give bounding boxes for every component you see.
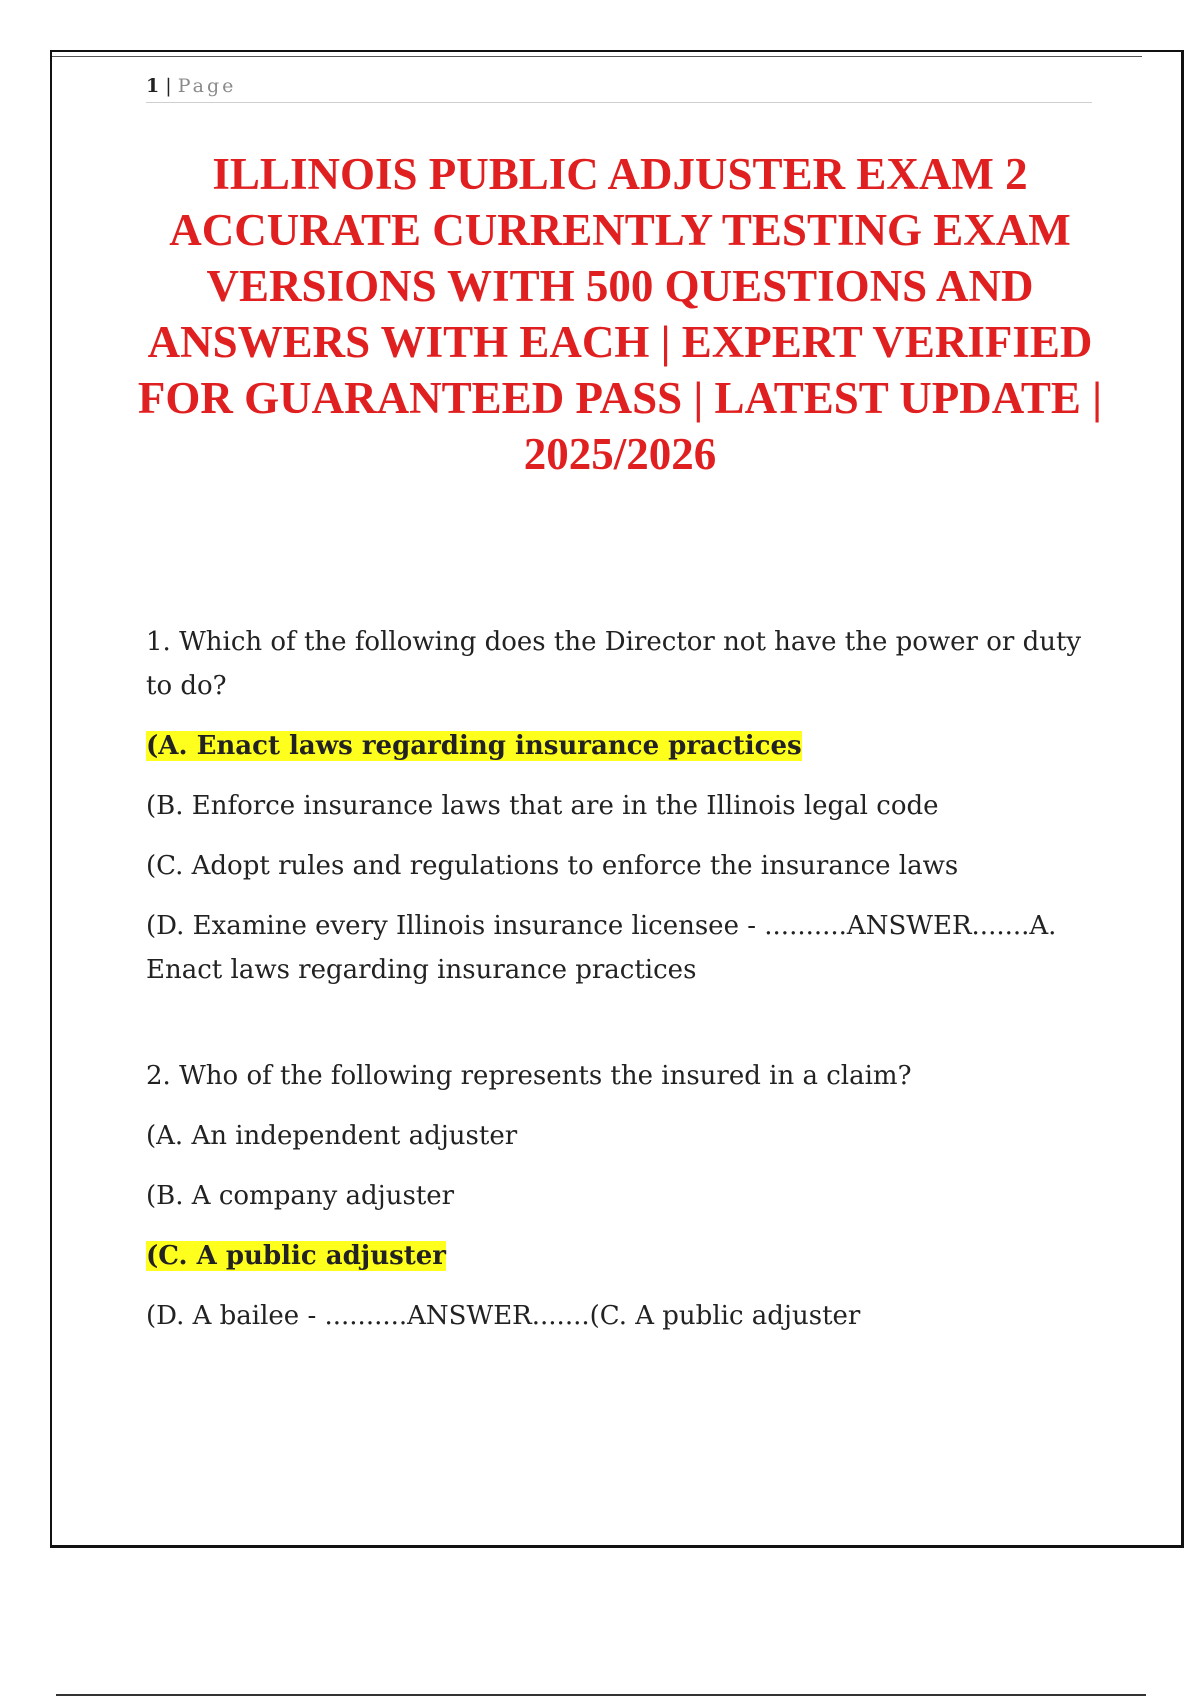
correct-option-highlight: (A. Enact laws regarding insurance practices: [146, 731, 802, 761]
top-rule: [52, 56, 1142, 57]
option-c: [146, 1234, 1096, 1278]
option-a: (A. An independent adjuster: [146, 1121, 518, 1151]
page-number: 1: [146, 75, 160, 97]
bottom-rule: [56, 1694, 1146, 1696]
option-d-answer: (D. A bailee - ..........ANSWER.......(C. A public adjuster: [146, 1301, 861, 1331]
document-title: ILLINOIS PUBLIC ADJUSTER EXAM 2 ACCURATE CURRENTLY TESTING EXAM VERSIONS WITH 500 QUESTIONS AND ANSWERS WITH EACH | EXPERT VERIFIED FOR GUARANTEED PASS | LATEST UPDATE | 2025/2026: [137, 149, 1103, 479]
option-c: (C. Adopt rules and regulations to enforce the insurance laws: [146, 851, 959, 881]
questions-list: [146, 620, 1096, 1400]
page-separator: |: [159, 75, 178, 97]
question-text: 1. Which of the following does the Director not have the power or duty to do?: [146, 627, 1082, 701]
option-a: [146, 724, 1096, 768]
page-header: [146, 74, 1092, 103]
option-b: (B. Enforce insurance laws that are in the Illinois legal code: [146, 791, 939, 821]
question-text: 2. Who of the following represents the insured in a claim?: [146, 1061, 912, 1091]
correct-option-highlight: (C. A public adjuster: [146, 1241, 446, 1271]
option-b: (B. A company adjuster: [146, 1181, 455, 1211]
question-2: [146, 1054, 1096, 1338]
option-d-answer: (D. Examine every Illinois insurance licensee - ..........ANSWER.......A. Enact laws regarding insurance practices: [146, 911, 1057, 985]
question-1: [146, 620, 1096, 992]
page-label: Page: [177, 75, 237, 97]
